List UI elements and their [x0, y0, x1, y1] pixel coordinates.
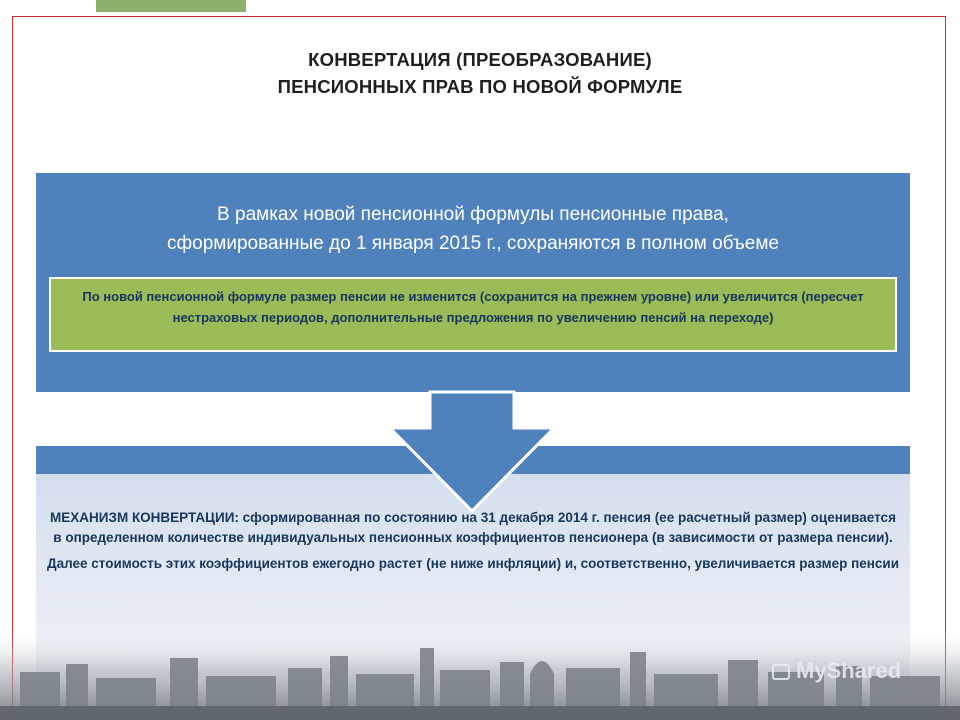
mechanism-paragraph-1: МЕХАНИЗМ КОНВЕРТАЦИИ: сформированная по состоянию на 31 декабря 2014 г. пенсия (ее расчетный размер) оценивается в определенном количестве индивидуальных пенсионных коэффициентов пенсионера (в зависимости от размера пенсии).: [50, 510, 896, 545]
watermark-text: MyShared: [796, 658, 902, 683]
mechanism-text: [46, 508, 900, 580]
watermark: [772, 658, 901, 684]
presentation-icon: [772, 664, 790, 680]
title-line-1: КОНВЕРТАЦИЯ (ПРЕОБРАЗОВАНИЕ): [308, 49, 652, 70]
top-block-line-2: сформированные до 1 января 2015 г., сохраняются в полном объеме: [167, 233, 779, 254]
mechanism-paragraph-2: Далее стоимость этих коэффициентов ежегодно растет (не ниже инфляции) и, соответственно, увеличивается размер пенсии: [46, 556, 899, 571]
top-block-line-1: В рамках новой пенсионной формулы пенсионные права,: [217, 204, 729, 225]
green-info-box: По новой пенсионной формуле размер пенсии не изменится (сохранится на прежнем уровне) или увеличится (пересчет нестраховых периодов, дополнительные предложения по увеличению пенсий на переходе): [49, 277, 897, 352]
title-line-2: ПЕНСИОННЫХ ПРАВ ПО НОВОЙ ФОРМУЛЕ: [277, 76, 683, 97]
